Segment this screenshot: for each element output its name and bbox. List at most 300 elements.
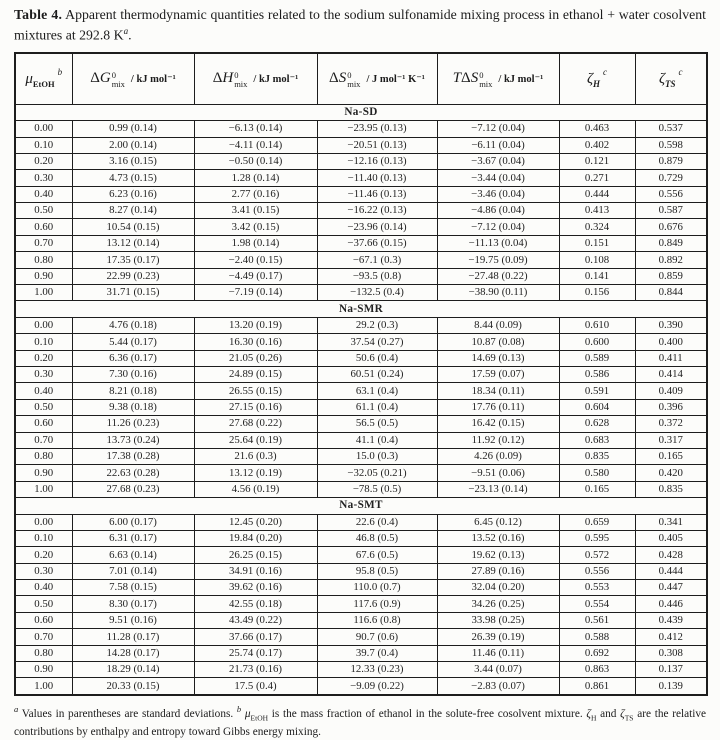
cell-col4: 11.46 (0.11) [437, 645, 559, 661]
cell-col2: −4.11 (0.14) [194, 137, 317, 153]
cell-col6: 0.598 [635, 137, 707, 153]
cell-col1: 8.30 (0.17) [72, 596, 194, 612]
cell-col2: 4.56 (0.19) [194, 481, 317, 497]
table-row [15, 153, 707, 169]
unit-label: / kJ mol⁻¹ [498, 74, 544, 86]
cell-col5: 0.588 [559, 629, 635, 645]
cell-col2: 25.74 (0.17) [194, 645, 317, 661]
cell-col0: 0.20 [15, 153, 72, 169]
thermodynamic-table [14, 52, 708, 696]
cell-col4: −23.13 (0.14) [437, 481, 559, 497]
footnote-text-a: Values in parentheses are standard deviations. [21, 707, 234, 720]
cell-col1: 8.21 (0.18) [72, 383, 194, 399]
cell-col0: 0.60 [15, 612, 72, 628]
cell-col3: −11.46 (0.13) [317, 186, 437, 202]
table-row [15, 580, 707, 596]
cell-col5: 0.591 [559, 383, 635, 399]
cell-col0: 0.00 [15, 317, 72, 333]
table-row [15, 678, 707, 695]
footnote-marker-b: b [236, 703, 242, 714]
cell-col6: 0.556 [635, 186, 707, 202]
cell-col1: 7.58 (0.15) [72, 580, 194, 596]
cell-col3: −12.16 (0.13) [317, 153, 437, 169]
delta-h-symbol: ΔH 0 mix [212, 70, 248, 89]
mu-etoh-inline: $\mu_{EtOH}$ [244, 707, 269, 722]
cell-col0: 0.10 [15, 334, 72, 350]
table-row [15, 481, 707, 497]
cell-col1: 6.23 (0.16) [72, 186, 194, 202]
cell-col5: 0.600 [559, 334, 635, 350]
cell-col1: 9.51 (0.16) [72, 612, 194, 628]
cell-col5: 0.151 [559, 235, 635, 251]
table-row [15, 629, 707, 645]
cell-col4: −11.13 (0.04) [437, 235, 559, 251]
cell-col0: 1.00 [15, 285, 72, 301]
cell-col3: 117.6 (0.9) [317, 596, 437, 612]
cell-col5: 0.589 [559, 350, 635, 366]
table-row [15, 530, 707, 546]
cell-col1: 22.99 (0.23) [72, 268, 194, 284]
cell-col5: 0.141 [559, 268, 635, 284]
cell-col4: 8.44 (0.09) [437, 317, 559, 333]
cell-col5: 0.572 [559, 547, 635, 563]
col-header-zeta-h [559, 53, 635, 105]
cell-col4: 26.39 (0.19) [437, 629, 559, 645]
table-row [15, 317, 707, 333]
cell-col5: 0.156 [559, 285, 635, 301]
cell-col2: 42.55 (0.18) [194, 596, 317, 612]
cell-col5: 0.271 [559, 170, 635, 186]
cell-col6: 0.428 [635, 547, 707, 563]
cell-col3: 110.0 (0.7) [317, 580, 437, 596]
unit-label: / J mol⁻¹ K⁻¹ [366, 74, 425, 86]
table-row [15, 383, 707, 399]
cell-col4: −4.86 (0.04) [437, 203, 559, 219]
cell-col2: 27.68 (0.22) [194, 416, 317, 432]
cell-col0: 0.10 [15, 530, 72, 546]
delta-g-symbol: ΔG 0 mix [90, 70, 125, 89]
cell-col6: 0.405 [635, 530, 707, 546]
cell-col0: 0.40 [15, 383, 72, 399]
col-header-delta-h [194, 53, 317, 105]
table-row [15, 252, 707, 268]
cell-col6: 0.308 [635, 645, 707, 661]
cell-col2: −0.50 (0.14) [194, 153, 317, 169]
cell-col2: 12.45 (0.20) [194, 514, 317, 530]
section-header-row [15, 301, 707, 317]
cell-col2: 19.84 (0.20) [194, 530, 317, 546]
cell-col2: 43.49 (0.22) [194, 612, 317, 628]
cell-col3: 60.51 (0.24) [317, 367, 437, 383]
cell-col6: 0.439 [635, 612, 707, 628]
col-header-zeta-ts [635, 53, 707, 105]
cell-col4: −6.11 (0.04) [437, 137, 559, 153]
table-row [15, 465, 707, 481]
zeta-h-inline: $\zeta_H$ [586, 707, 597, 722]
cell-col4: 4.26 (0.09) [437, 448, 559, 464]
cell-col5: 0.561 [559, 612, 635, 628]
cell-col6: 0.414 [635, 367, 707, 383]
cell-col1: 8.27 (0.14) [72, 203, 194, 219]
cell-col4: −3.44 (0.04) [437, 170, 559, 186]
cell-col5: 0.580 [559, 465, 635, 481]
cell-col1: 17.38 (0.28) [72, 448, 194, 464]
cell-col0: 0.10 [15, 137, 72, 153]
title-text: Apparent thermodynamic quantities related to the sodium sulfonamide mixing process in ethanol + water cosolvent mixtures at 292.8 K [14, 7, 706, 43]
section-header-row [15, 498, 707, 514]
cell-col1: 6.00 (0.17) [72, 514, 194, 530]
section-label: Na-SMT [15, 498, 707, 514]
table-number-label: Table 4. [14, 7, 63, 22]
table-row [15, 662, 707, 678]
cell-col2: 1.98 (0.14) [194, 235, 317, 251]
unit-label: / kJ mol⁻¹ [253, 74, 299, 86]
cell-col6: 0.390 [635, 317, 707, 333]
cell-col6: 0.396 [635, 399, 707, 415]
cell-col3: −11.40 (0.13) [317, 170, 437, 186]
cell-col0: 1.00 [15, 678, 72, 695]
cell-col1: 3.16 (0.15) [72, 153, 194, 169]
cell-col6: 0.317 [635, 432, 707, 448]
cell-col4: 34.26 (0.25) [437, 596, 559, 612]
cell-col2: 27.15 (0.16) [194, 399, 317, 415]
cell-col4: 3.44 (0.07) [437, 662, 559, 678]
section-header-row [15, 104, 707, 120]
cell-col6: 0.447 [635, 580, 707, 596]
cell-col0: 0.50 [15, 399, 72, 415]
cell-col6: 0.341 [635, 514, 707, 530]
cell-col6: 0.587 [635, 203, 707, 219]
section-label: Na-SMR [15, 301, 707, 317]
cell-col4: −9.51 (0.06) [437, 465, 559, 481]
unit-label: / kJ mol⁻¹ [130, 74, 176, 86]
cell-col5: 0.692 [559, 645, 635, 661]
cell-col6: 0.139 [635, 678, 707, 695]
cell-col0: 0.30 [15, 367, 72, 383]
cell-col0: 0.70 [15, 629, 72, 645]
cell-col0: 0.40 [15, 186, 72, 202]
table-row [15, 203, 707, 219]
cell-col5: 0.553 [559, 580, 635, 596]
cell-col5: 0.863 [559, 662, 635, 678]
table-row [15, 219, 707, 235]
cell-col4: 16.42 (0.15) [437, 416, 559, 432]
table-row [15, 268, 707, 284]
cell-col6: 0.676 [635, 219, 707, 235]
cell-col1: 7.30 (0.16) [72, 367, 194, 383]
cell-col5: 0.604 [559, 399, 635, 415]
cell-col0: 0.80 [15, 645, 72, 661]
cell-col3: −20.51 (0.13) [317, 137, 437, 153]
cell-col3: 41.1 (0.4) [317, 432, 437, 448]
cell-col0: 0.60 [15, 416, 72, 432]
cell-col0: 1.00 [15, 481, 72, 497]
cell-col6: 0.537 [635, 121, 707, 137]
cell-col4: 33.98 (0.25) [437, 612, 559, 628]
table-row [15, 137, 707, 153]
mu-etoh-symbol: $\mu_{EtOH}^b$ [25, 66, 63, 89]
cell-col1: 6.36 (0.17) [72, 350, 194, 366]
cell-col5: 0.121 [559, 153, 635, 169]
cell-col4: −2.83 (0.07) [437, 678, 559, 695]
cell-col1: 6.63 (0.14) [72, 547, 194, 563]
cell-col1: 11.26 (0.23) [72, 416, 194, 432]
table-title [14, 5, 706, 45]
table-row [15, 399, 707, 415]
zeta-ts-inline: $\zeta_{TS}$ [620, 707, 634, 722]
cell-col1: 0.99 (0.14) [72, 121, 194, 137]
cell-col3: 46.8 (0.5) [317, 530, 437, 546]
cell-col1: 6.31 (0.17) [72, 530, 194, 546]
cell-col3: 63.1 (0.4) [317, 383, 437, 399]
cell-col6: 0.412 [635, 629, 707, 645]
table-footnote [14, 703, 706, 740]
table-row [15, 285, 707, 301]
cell-col2: 13.12 (0.19) [194, 465, 317, 481]
cell-col6: 0.835 [635, 481, 707, 497]
cell-col1: 2.00 (0.14) [72, 137, 194, 153]
zeta-h-symbol: $\zeta_H^c$ [586, 66, 608, 89]
cell-col4: 17.76 (0.11) [437, 399, 559, 415]
cell-col5: 0.683 [559, 432, 635, 448]
cell-col6: 0.859 [635, 268, 707, 284]
cell-col3: 37.54 (0.27) [317, 334, 437, 350]
cell-col5: 0.463 [559, 121, 635, 137]
cell-col0: 0.60 [15, 219, 72, 235]
cell-col5: 0.402 [559, 137, 635, 153]
cell-col4: 11.92 (0.12) [437, 432, 559, 448]
cell-col2: 37.66 (0.17) [194, 629, 317, 645]
table-row [15, 350, 707, 366]
cell-col6: 0.446 [635, 596, 707, 612]
cell-col1: 9.38 (0.18) [72, 399, 194, 415]
cell-col3: −23.95 (0.13) [317, 121, 437, 137]
cell-col0: 0.30 [15, 170, 72, 186]
cell-col1: 13.73 (0.24) [72, 432, 194, 448]
cell-col1: 10.54 (0.15) [72, 219, 194, 235]
cell-col0: 0.20 [15, 547, 72, 563]
zeta-ts-symbol: $\zeta_{TS}^c$ [658, 66, 683, 89]
cell-col4: 32.04 (0.20) [437, 580, 559, 596]
cell-col6: 0.420 [635, 465, 707, 481]
cell-col4: 17.59 (0.07) [437, 367, 559, 383]
cell-col5: 0.861 [559, 678, 635, 695]
col-header-t-delta-s [437, 53, 559, 105]
table-row [15, 416, 707, 432]
table-row [15, 645, 707, 661]
cell-col5: 0.595 [559, 530, 635, 546]
cell-col4: −38.90 (0.11) [437, 285, 559, 301]
cell-col3: 90.7 (0.6) [317, 629, 437, 645]
cell-col3: 61.1 (0.4) [317, 399, 437, 415]
cell-col0: 0.80 [15, 448, 72, 464]
cell-col0: 0.50 [15, 596, 72, 612]
cell-col5: 0.324 [559, 219, 635, 235]
cell-col3: −16.22 (0.13) [317, 203, 437, 219]
cell-col2: −7.19 (0.14) [194, 285, 317, 301]
table-header [15, 53, 707, 105]
table-row [15, 448, 707, 464]
cell-col5: 0.554 [559, 596, 635, 612]
cell-col4: 27.89 (0.16) [437, 563, 559, 579]
cell-col0: 0.80 [15, 252, 72, 268]
cell-col6: 0.444 [635, 563, 707, 579]
table-row [15, 612, 707, 628]
cell-col2: 13.20 (0.19) [194, 317, 317, 333]
cell-col2: 16.30 (0.16) [194, 334, 317, 350]
cell-col2: −4.49 (0.17) [194, 268, 317, 284]
cell-col1: 17.35 (0.17) [72, 252, 194, 268]
cell-col6: 0.409 [635, 383, 707, 399]
footnote-text-b: is the mass fraction of ethanol in the solute-free cosolvent mixture. [271, 707, 583, 720]
cell-col1: 5.44 (0.17) [72, 334, 194, 350]
cell-col1: 22.63 (0.28) [72, 465, 194, 481]
cell-col2: 2.77 (0.16) [194, 186, 317, 202]
cell-col4: 10.87 (0.08) [437, 334, 559, 350]
table-row [15, 563, 707, 579]
table-body [15, 104, 707, 695]
cell-col2: −6.13 (0.14) [194, 121, 317, 137]
cell-col6: 0.849 [635, 235, 707, 251]
col-header-delta-g [72, 53, 194, 105]
cell-col3: −32.05 (0.21) [317, 465, 437, 481]
cell-col1: 7.01 (0.14) [72, 563, 194, 579]
cell-col3: −23.96 (0.14) [317, 219, 437, 235]
section-label: Na-SD [15, 104, 707, 120]
cell-col5: 0.835 [559, 448, 635, 464]
cell-col2: −2.40 (0.15) [194, 252, 317, 268]
cell-col6: 0.879 [635, 153, 707, 169]
cell-col6: 0.372 [635, 416, 707, 432]
cell-col0: 0.40 [15, 580, 72, 596]
cell-col2: 25.64 (0.19) [194, 432, 317, 448]
cell-col3: 50.6 (0.4) [317, 350, 437, 366]
cell-col2: 3.41 (0.15) [194, 203, 317, 219]
t-delta-s-symbol: TΔS 0 mix [452, 70, 493, 89]
cell-col4: 6.45 (0.12) [437, 514, 559, 530]
table-row [15, 514, 707, 530]
cell-col3: −78.5 (0.5) [317, 481, 437, 497]
table-row [15, 170, 707, 186]
cell-col1: 31.71 (0.15) [72, 285, 194, 301]
cell-col0: 0.50 [15, 203, 72, 219]
cell-col4: 13.52 (0.16) [437, 530, 559, 546]
table-row [15, 547, 707, 563]
cell-col4: 14.69 (0.13) [437, 350, 559, 366]
cell-col5: 0.628 [559, 416, 635, 432]
title-period: . [128, 27, 132, 43]
table-row [15, 334, 707, 350]
cell-col1: 27.68 (0.23) [72, 481, 194, 497]
cell-col2: 17.5 (0.4) [194, 678, 317, 695]
table-row [15, 121, 707, 137]
footnote-and: and [600, 707, 617, 720]
cell-col1: 20.33 (0.15) [72, 678, 194, 695]
footnote-text-c: are the relative contributions by enthalpy and entropy toward Gibbs energy mixing. [14, 707, 707, 738]
cell-col0: 0.00 [15, 514, 72, 530]
cell-col3: −37.66 (0.15) [317, 235, 437, 251]
col-header-delta-s [317, 53, 437, 105]
cell-col6: 0.411 [635, 350, 707, 366]
cell-col0: 0.70 [15, 235, 72, 251]
cell-col1: 11.28 (0.17) [72, 629, 194, 645]
cell-col1: 18.29 (0.14) [72, 662, 194, 678]
footnote-marker-a: a [14, 703, 19, 714]
cell-col0: 0.30 [15, 563, 72, 579]
cell-col2: 21.73 (0.16) [194, 662, 317, 678]
cell-col0: 0.70 [15, 432, 72, 448]
cell-col2: 34.91 (0.16) [194, 563, 317, 579]
cell-col2: 21.6 (0.3) [194, 448, 317, 464]
cell-col4: −3.46 (0.04) [437, 186, 559, 202]
title-footnote-marker: a [123, 25, 129, 36]
cell-col2: 21.05 (0.26) [194, 350, 317, 366]
cell-col3: 95.8 (0.5) [317, 563, 437, 579]
cell-col3: 15.0 (0.3) [317, 448, 437, 464]
cell-col1: 14.28 (0.17) [72, 645, 194, 661]
cell-col6: 0.165 [635, 448, 707, 464]
cell-col3: −132.5 (0.4) [317, 285, 437, 301]
cell-col3: 29.2 (0.3) [317, 317, 437, 333]
table-row [15, 235, 707, 251]
cell-col4: −7.12 (0.04) [437, 121, 559, 137]
header-row [15, 53, 707, 105]
cell-col3: 67.6 (0.5) [317, 547, 437, 563]
cell-col5: 0.108 [559, 252, 635, 268]
cell-col1: 4.73 (0.15) [72, 170, 194, 186]
cell-col5: 0.444 [559, 186, 635, 202]
cell-col4: −27.48 (0.22) [437, 268, 559, 284]
cell-col5: 0.413 [559, 203, 635, 219]
cell-col1: 13.12 (0.14) [72, 235, 194, 251]
cell-col1: 4.76 (0.18) [72, 317, 194, 333]
table-row [15, 432, 707, 448]
cell-col5: 0.556 [559, 563, 635, 579]
cell-col0: 0.90 [15, 662, 72, 678]
cell-col6: 0.892 [635, 252, 707, 268]
cell-col0: 0.90 [15, 268, 72, 284]
cell-col2: 1.28 (0.14) [194, 170, 317, 186]
cell-col4: −7.12 (0.04) [437, 219, 559, 235]
delta-s-symbol: ΔS 0 mix [329, 70, 361, 89]
cell-col5: 0.586 [559, 367, 635, 383]
table-row [15, 367, 707, 383]
cell-col2: 24.89 (0.15) [194, 367, 317, 383]
table-row [15, 186, 707, 202]
cell-col4: −3.67 (0.04) [437, 153, 559, 169]
cell-col2: 3.42 (0.15) [194, 219, 317, 235]
col-header-mu-etoh [15, 53, 72, 105]
cell-col3: 56.5 (0.5) [317, 416, 437, 432]
cell-col3: −9.09 (0.22) [317, 678, 437, 695]
cell-col5: 0.659 [559, 514, 635, 530]
cell-col4: 18.34 (0.11) [437, 383, 559, 399]
cell-col2: 39.62 (0.16) [194, 580, 317, 596]
table-row [15, 596, 707, 612]
cell-col3: 22.6 (0.4) [317, 514, 437, 530]
cell-col5: 0.165 [559, 481, 635, 497]
cell-col4: 19.62 (0.13) [437, 547, 559, 563]
cell-col3: −67.1 (0.3) [317, 252, 437, 268]
cell-col3: −93.5 (0.8) [317, 268, 437, 284]
cell-col3: 116.6 (0.8) [317, 612, 437, 628]
cell-col2: 26.25 (0.15) [194, 547, 317, 563]
cell-col6: 0.137 [635, 662, 707, 678]
cell-col2: 26.55 (0.15) [194, 383, 317, 399]
cell-col6: 0.400 [635, 334, 707, 350]
cell-col3: 12.33 (0.23) [317, 662, 437, 678]
cell-col5: 0.610 [559, 317, 635, 333]
